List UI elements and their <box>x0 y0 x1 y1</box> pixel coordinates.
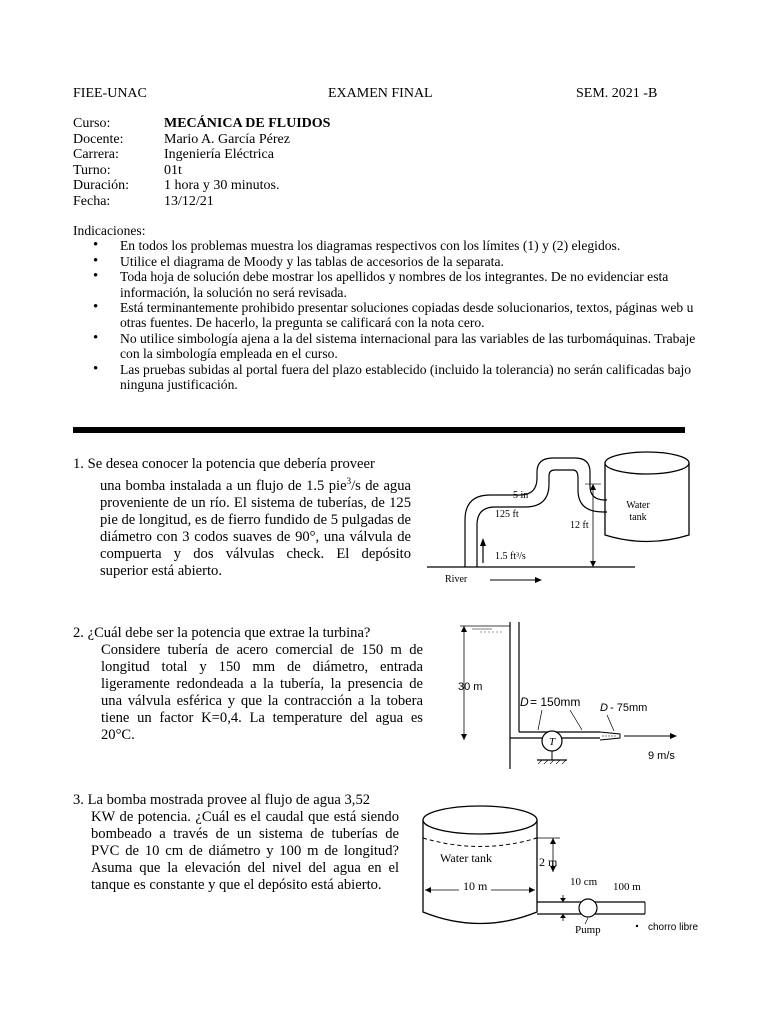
p3-jet-label: chorro libre <box>648 922 699 933</box>
p2-velocity-label: 9 m/s <box>648 750 675 762</box>
problem-1-sup: 3 <box>346 476 352 486</box>
info-key: Fecha: <box>73 193 111 209</box>
info-key: Docente: <box>73 131 124 147</box>
instruction-item: • En todos los problemas muestra los diagramas respectivos con los límites (1) y (2) elegidos. <box>73 238 703 253</box>
problem-1-figure <box>425 440 695 590</box>
info-row-career <box>73 147 330 163</box>
p1-tank-label-a: Water <box>626 500 650 511</box>
p3-pipe-diameter-label: 10 cm <box>570 876 598 888</box>
p2-d-value: - 75mm <box>610 702 648 714</box>
course-info <box>73 116 330 209</box>
problem-3 <box>73 792 399 894</box>
p2-turbine-label: T <box>548 736 556 748</box>
info-key: Duración: <box>73 178 129 193</box>
header-semester: SEM. 2021 -B <box>576 86 658 101</box>
problem-1 <box>73 456 411 580</box>
problem-1-lead: 1. Se desea conocer la potencia que debería proveer <box>73 456 375 472</box>
problem-1-text-b: /s de agua proveniente de un río. El sistema de tuberías, de 125 pie de longitud, es de fierro fundido de 5 pulgadas de diámetro con 3 codos suaves de 90°, una válvula de compuerta y dos válvulas check. El depósito superior está abierto. <box>100 477 411 579</box>
problem-1-text-a: una bomba instalada a un flujo de 1.5 pie <box>100 477 347 494</box>
p3-pump-label: Pump <box>575 924 601 936</box>
p1-tank-label-b: tank <box>629 512 647 523</box>
info-row-teacher <box>73 132 330 148</box>
instructions-list <box>73 238 703 392</box>
problem-2-lead: 2. ¿Cuál debe ser la potencia que extrae la turbina? <box>73 625 371 641</box>
problem-2 <box>73 625 423 744</box>
info-value: MECÁNICA DE FLUIDOS <box>164 116 331 131</box>
problem-3-figure <box>415 800 705 945</box>
instruction-item: • Utilice el diagrama de Moody y las tablas de accesorios de la separata. <box>73 254 703 269</box>
info-value: 13/12/21 <box>164 193 214 209</box>
p2-D-value: = 150mm <box>530 695 581 709</box>
instruction-item: • Está terminantemente prohibido presentar soluciones copiadas desde solucionarios, textos, páginas web u otras fuentes. De hacerlo, la pregunta se calificará con la nota cero. <box>73 300 703 331</box>
p2-height-label: 30 m <box>458 681 483 693</box>
instruction-item: • Las pruebas subidas al portal fuera del plazo establecido (incluido la tolerancia) no serán calificadas bajo ninguna justificación. <box>73 362 703 393</box>
header-exam-title: EXAMEN FINAL <box>328 86 433 101</box>
instructions-title: Indicaciones: <box>73 223 146 238</box>
p3-width-label: 10 m <box>463 879 488 893</box>
p1-river-label: River <box>445 574 468 585</box>
info-row-shift <box>73 163 330 179</box>
p1-height-label: 12 ft <box>570 520 589 531</box>
p1-flow-label: 1.5 ft³/s <box>495 551 526 562</box>
instruction-item: • No utilice simbología ajena a la del sistema internacional para las variables de las turbomáquinas. Trabaje con la simbología empleada en el curso. <box>73 331 703 362</box>
info-key: Turno: <box>73 162 111 178</box>
problem-2-figure <box>452 614 692 776</box>
info-value: Mario A. García Pérez <box>164 131 290 147</box>
p3-tank-label: Water tank <box>440 851 493 865</box>
p2-D-symbol: D <box>520 695 529 709</box>
section-divider <box>73 427 685 433</box>
problem-3-text: KW de potencia. ¿Cuál es el caudal que está siendo bombeado a través de un sistema de tuberías de PVC de 10 cm de diámetro y 100 m de longitud? Asuma que la elevación del nivel del agua en el tanque es constante y que el depósito está abierto. <box>91 809 399 893</box>
info-key: Carrera: <box>73 147 119 162</box>
p1-length-label: 125 ft <box>495 509 519 520</box>
info-value: 1 hora y 30 minutos. <box>164 178 280 193</box>
p3-length-label: 100 m <box>613 881 641 893</box>
info-row-date <box>73 194 330 210</box>
p2-d-symbol: D <box>600 702 608 714</box>
info-row-course <box>73 116 330 132</box>
info-value: Ingeniería Eléctrica <box>164 147 274 162</box>
problem-1-text <box>73 473 411 580</box>
problem-3-lead: 3. La bomba mostrada provee al flujo de agua 3,52 <box>73 792 371 808</box>
p1-diameter-label: 5 in <box>513 490 529 501</box>
header-institution: FIEE-UNAC <box>73 86 147 101</box>
info-row-duration <box>73 178 330 194</box>
info-value: 01t <box>164 162 182 178</box>
instructions <box>73 223 703 392</box>
info-key: Curso: <box>73 116 111 131</box>
instruction-item: • Toda hoja de solución debe mostrar los apellidos y nombres de los integrantes. De no evidenciar esta información, la solución no será revisada. <box>73 269 703 300</box>
p3-height-label: 2 m <box>539 855 558 869</box>
problem-2-text: Considere tubería de acero comercial de 150 m de longitud total y 150 mm de diámetro, entrada ligeramente redondeada a la tubería, la presencia de una válvula esférica y que la contracción a la tobera tiene un factor K=0,4. La temperature del agua es 20°C. <box>101 642 423 743</box>
